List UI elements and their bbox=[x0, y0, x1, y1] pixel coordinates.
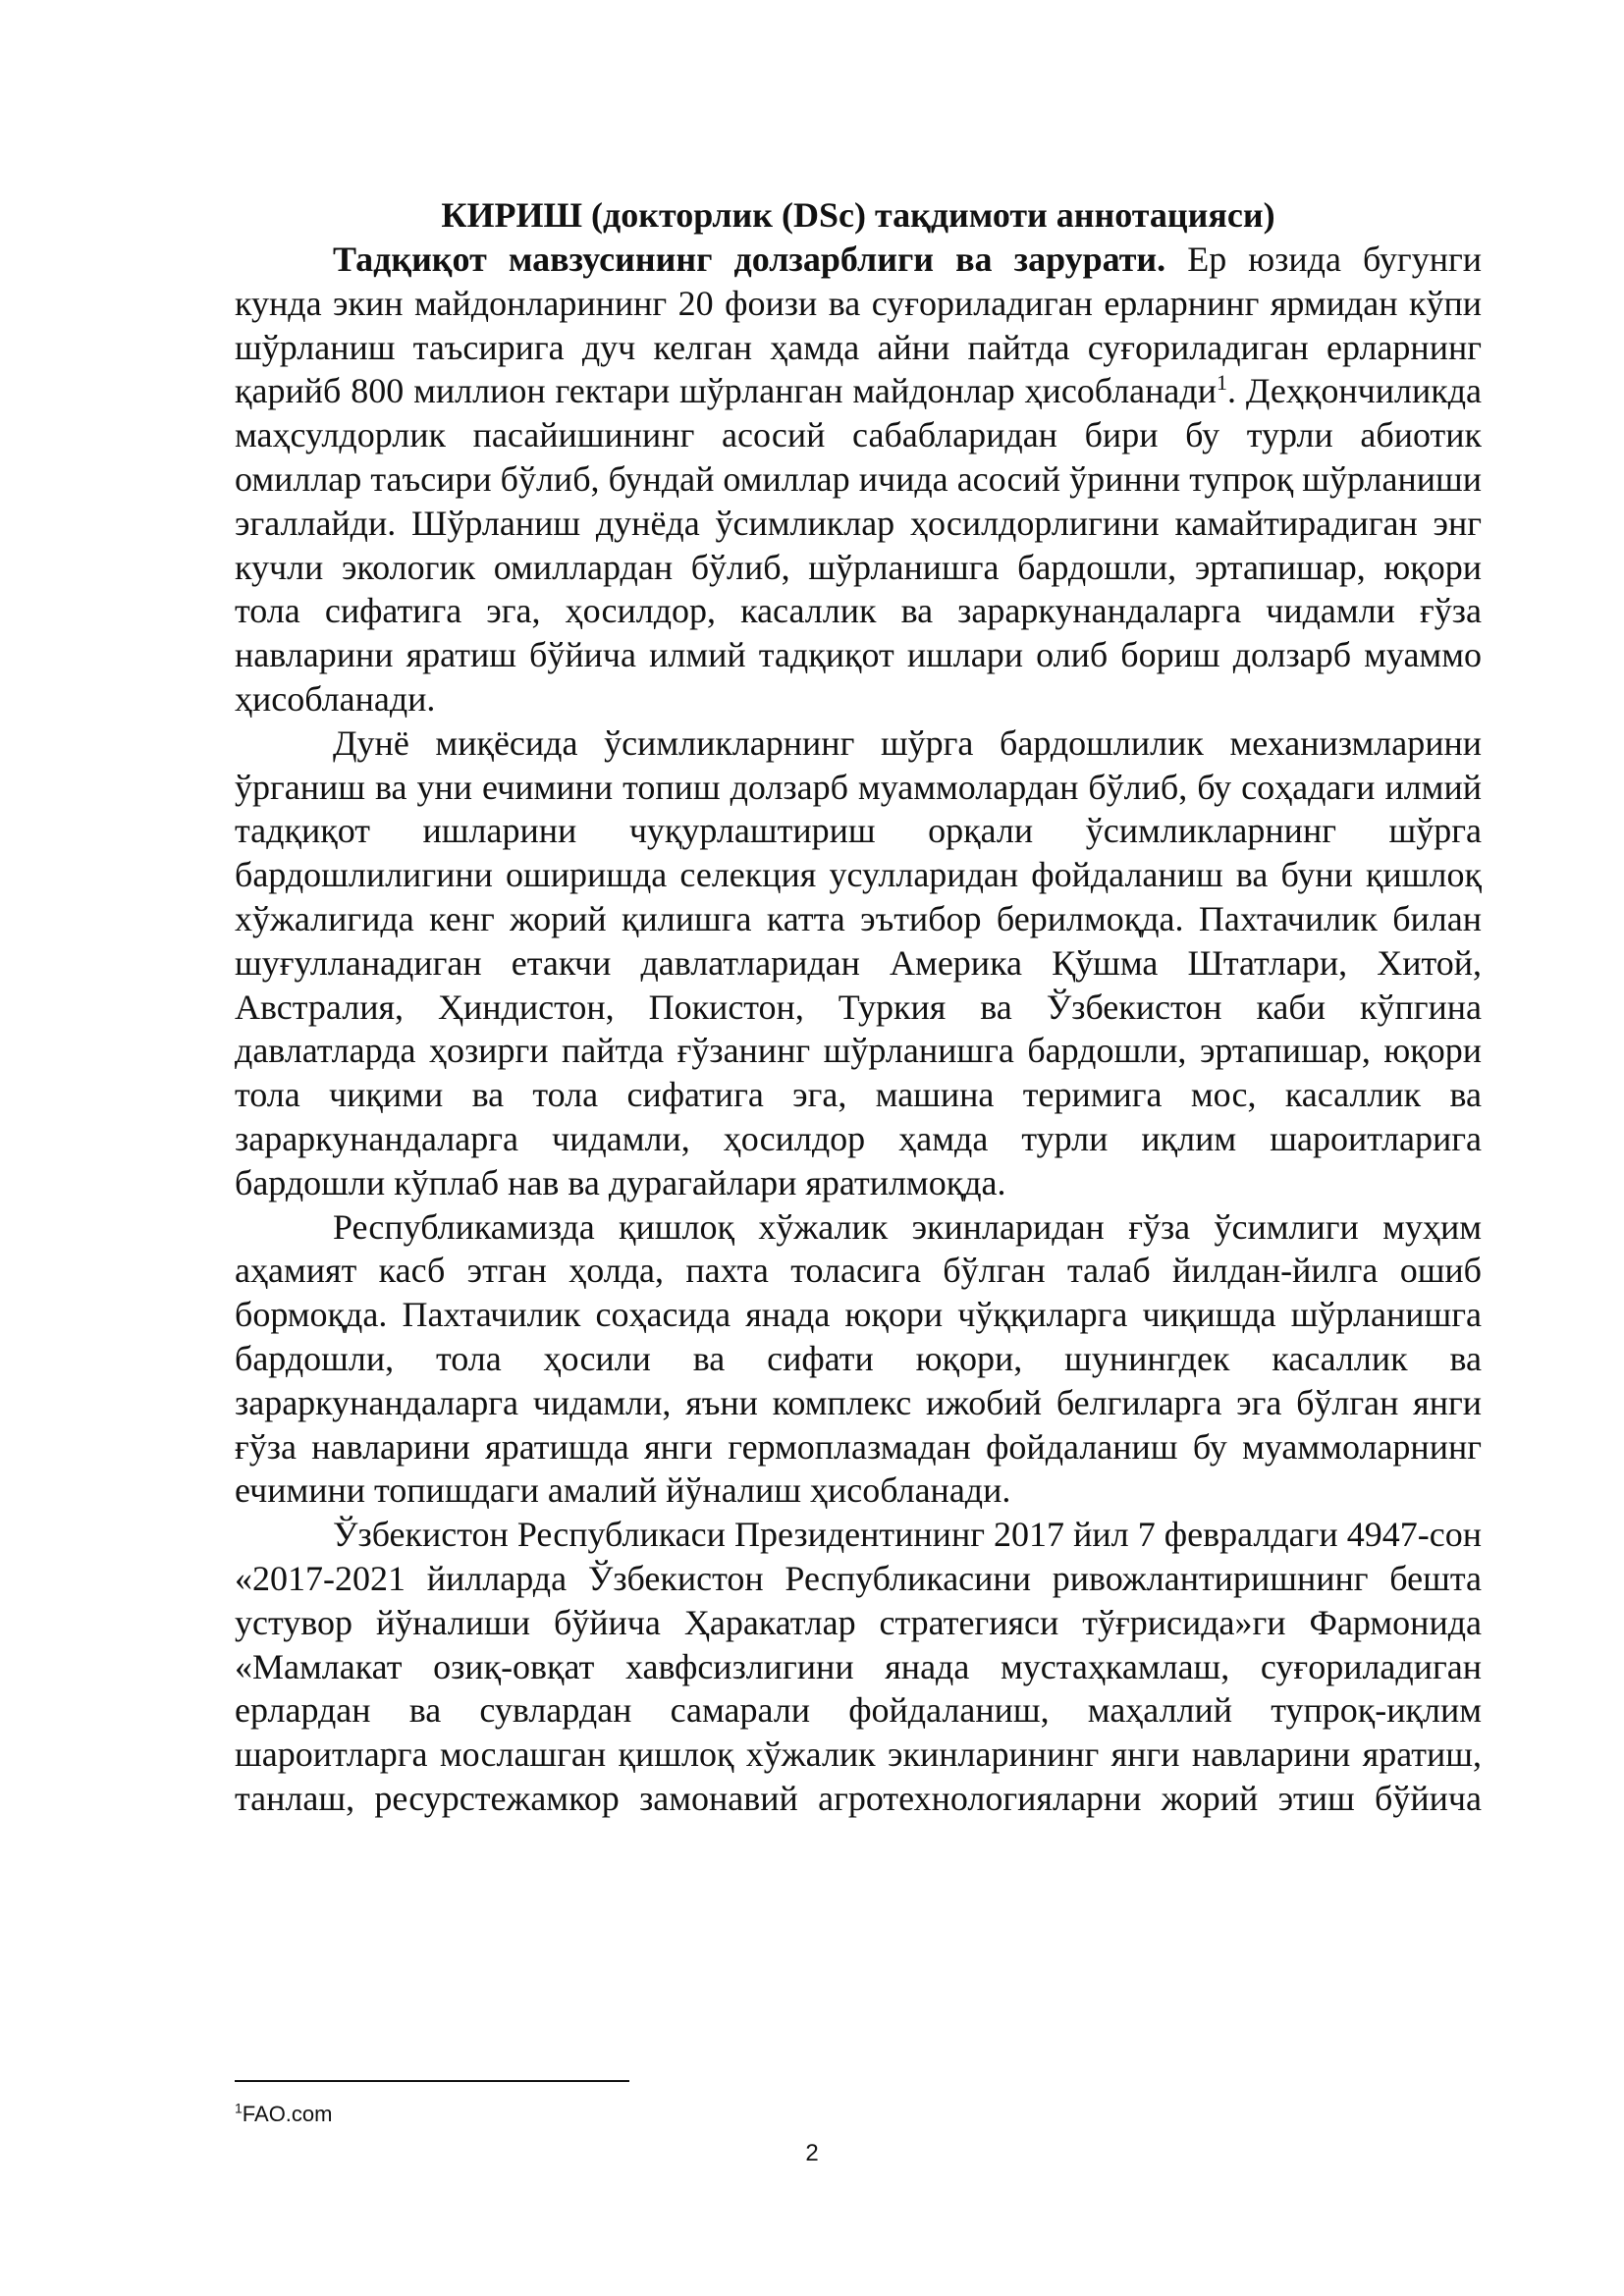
page-number: 2 bbox=[805, 2140, 819, 2166]
paragraph-4: Ўзбекистон Республикаси Президентининг 2017 йил 7 февралдаги 4947-сон «2017-2021 йилларда Ўзбекистон Республикасини ривожлантиришнинг бешта устувор йўналиши бўйича Ҳаракатлар стратегияси тўғрисида»ги Фармонида «Мамлакат озиқ-овқат хавфсизлигини янада мустаҳкамлаш, суғориладиган ерлардан ва сувлардан самарали фойдаланиш, маҳаллий тупроқ-иқлим шароитларга мослашган қишлоқ хўжалик экинларининг янги навларини яратиш, танлаш, ресурстежамкор замонавий агротехнологияларни жорий этиш бўйича bbox=[235, 1515, 1482, 1818]
page-title: КИРИШ (докторлик (DSc) тақдимоти аннотацияси) bbox=[441, 195, 1275, 235]
paragraph-1-lead: Тадқиқот мавзусининг долзарблиги ва зарурати. bbox=[333, 240, 1166, 279]
page-body bbox=[235, 192, 1482, 1821]
footnote-marker: 1 bbox=[235, 2100, 243, 2116]
footnote bbox=[235, 2102, 332, 2127]
paragraph-1-text-end: . Деҳқончиликда маҳсулдорлик пасайишининг асосий сабабларидан бири бу турли абиотик омиллар таъсири бўлиб, бундай омиллар ичида асосий ўринни тупроқ шўрланиши эгаллайди. Шўрланиш дунёда ўсимликлар ҳосилдорлигини камайтирадиган энг кучли экологик омиллардан бўлиб, шўрланишга бардошли, эртапишар, юқори тола сифатига эга, ҳосилдор, касаллик ва зараркунандаларга чидамли ғўза навларини яратиш бўйича илмий тадқиқот ишлари олиб бориш долзарб муаммо ҳисобланади. bbox=[235, 371, 1482, 719]
footnote-text: FAO.com bbox=[242, 2102, 333, 2126]
paragraph-3: Республикамизда қишлоқ хўжалик экинларидан ғўза ўсимлиги муҳим аҳамият касб этган ҳолда, пахта толасига бўлган талаб йилдан-йилга ошиб бормоқда. Пахтачилик соҳасида янада юқори чўққиларга чиқишда шўрланишга бардошли, тола ҳосили ва сифати юқори, шунингдек касаллик ва зараркунандаларга чидамли, яъни комплекс ижобий белгиларга эга бўлган янги ғўза навларини яратишда янги гермоплазмадан фойдаланиш бу муаммоларнинг ечимини топишдаги амалий йўналиш ҳисобланади. bbox=[235, 1206, 1482, 1511]
paragraph-1-text-start: Ер юзида бугунги кунда экин майдонларининг 20 фоизи ва суғориладиган ерларнинг ярмидан кўпи шўрланиш таъсирига дуч келган ҳамда айни пайтда суғориладиган ерларнинг қарийб 800 миллион гектари шўрланган майдонлар ҳисобланади bbox=[235, 240, 1482, 411]
footnote-reference: 1 bbox=[1217, 370, 1227, 396]
paragraph-2: Дунё миқёсида ўсимликларнинг шўрга бардошлилик механизмларини ўрганиш ва уни ечимини топиш долзарб муаммолардан бўлиб, бу соҳадаги илмий тадқиқот ишларини чуқурлаштириш орқали ўсимликларнинг шўрга бардошлилигини оширишда селекция усулларидан фойдаланиш ва буни қишлоқ хўжалигида кенг жорий қилишга катта эътибор берилмоқда. Пахтачилик билан шуғулланадиган етакчи давлатларидан Америка Қўшма Штатлари, Хитой, Австралия, Ҳиндистон, Покистон, Туркия ва Ўзбекистон каби кўпгина давлатларда ҳозирги пайтда ғўзанинг шўрланишга бардошли, эртапишар, юқори тола чиқими ва тола сифатига эга, машина теримига мос, касаллик ва зараркунандаларга чидамли, ҳосилдор ҳамда турли иқлим шароитларига бардошли кўплаб нав ва дурагайлари яратилмоқда. bbox=[235, 722, 1482, 1202]
paragraph-1 bbox=[235, 238, 1482, 721]
footnote-separator bbox=[235, 2080, 629, 2082]
